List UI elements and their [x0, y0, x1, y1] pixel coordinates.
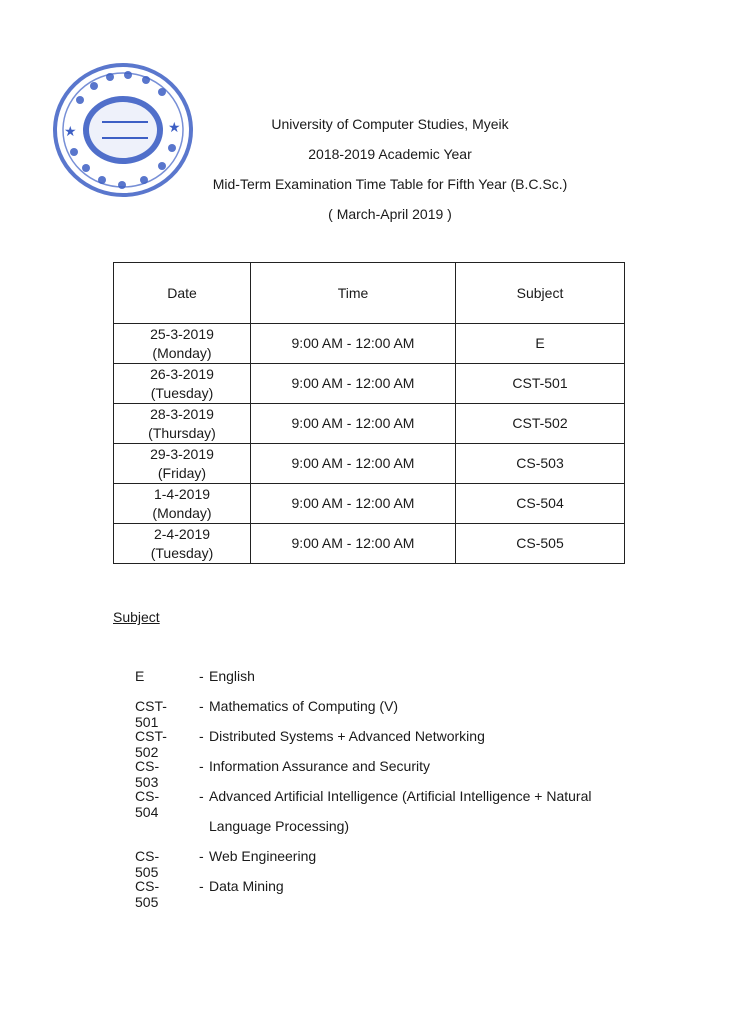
weekday-value: (Thursday): [148, 424, 216, 441]
subject-description: Distributed Systems + Advanced Networking: [209, 728, 485, 744]
seal-stamp-icon: [50, 60, 196, 200]
time-cell: 9:00 AM - 12:00 AM: [251, 484, 456, 524]
subject-cell: CS-504: [456, 484, 625, 524]
date-value: 25-3-2019: [150, 325, 214, 342]
academic-year: 2018-2019 Academic Year: [308, 146, 472, 162]
date-cell: [114, 404, 251, 444]
subject-description: English: [209, 668, 255, 684]
table-row: [114, 524, 625, 564]
svg-text:★: ★: [168, 120, 181, 136]
date-cell: [114, 364, 251, 404]
subject-description: Mathematics of Computing (V): [209, 698, 399, 714]
weekday-value: (Monday): [152, 344, 212, 361]
subject-cell: E: [456, 324, 625, 364]
subject-code: CS-504: [135, 788, 160, 820]
subject-description: Advanced Artificial Intelligence (Artificial Intelligence + Natural Language Processing): [209, 788, 592, 834]
date-value: 28-3-2019: [150, 405, 214, 422]
date-cell: [114, 444, 251, 484]
subject-description: Web Engineering: [209, 848, 317, 864]
table-header-row: [114, 263, 625, 324]
date-value: 26-3-2019: [150, 365, 214, 382]
document-title: Mid-Term Examination Time Table for Fifth Year (B.C.Sc.): [212, 176, 568, 192]
separator-dash: -: [199, 698, 204, 714]
date-cell: [114, 484, 251, 524]
table-row: [114, 404, 625, 444]
exam-period: ( March-April 2019 ): [328, 206, 452, 222]
table-row: [114, 484, 625, 524]
separator-dash: -: [199, 758, 204, 774]
time-cell: 9:00 AM - 12:00 AM: [251, 404, 456, 444]
time-cell: 9:00 AM - 12:00 AM: [251, 524, 456, 564]
separator-dash: -: [199, 668, 204, 684]
subject-code: E: [135, 668, 145, 684]
date-value: 29-3-2019: [150, 445, 214, 462]
column-header-time: Time: [251, 263, 456, 324]
time-cell: 9:00 AM - 12:00 AM: [251, 364, 456, 404]
time-cell: 9:00 AM - 12:00 AM: [251, 444, 456, 484]
subject-cell: CS-503: [456, 444, 625, 484]
table-row: [114, 444, 625, 484]
separator-dash: -: [199, 848, 204, 864]
weekday-value: (Monday): [152, 504, 212, 521]
subject-code: CS-505: [135, 848, 160, 880]
institution-name: University of Computer Studies, Myeik: [271, 116, 509, 132]
subject-description: Information Assurance and Security: [209, 758, 431, 774]
subject-code: CST-502: [135, 728, 167, 760]
subject-description: Data Mining: [209, 878, 284, 894]
separator-dash: -: [199, 728, 204, 744]
subject-cell: CST-501: [456, 364, 625, 404]
time-cell: 9:00 AM - 12:00 AM: [251, 324, 456, 364]
subject-cell: CS-505: [456, 524, 625, 564]
separator-dash: -: [199, 878, 204, 894]
subject-code: CS-505: [135, 878, 160, 910]
weekday-value: (Tuesday): [150, 544, 214, 561]
exam-timetable: [113, 262, 625, 564]
table-row: [114, 324, 625, 364]
column-header-subject: Subject: [456, 263, 625, 324]
official-seal: [50, 60, 196, 200]
subject-code: CS-503: [135, 758, 160, 790]
svg-text:★: ★: [64, 124, 77, 140]
subject-legend-heading: Subject: [113, 609, 160, 625]
separator-dash: -: [199, 788, 204, 804]
weekday-value: (Tuesday): [150, 384, 214, 401]
date-value: 1-4-2019: [153, 485, 211, 502]
column-header-date: Date: [114, 263, 251, 324]
subject-cell: CST-502: [456, 404, 625, 444]
weekday-value: (Friday): [157, 464, 207, 481]
date-cell: [114, 524, 251, 564]
subject-code: CST-501: [135, 698, 167, 730]
table-row: [114, 364, 625, 404]
date-value: 2-4-2019: [153, 525, 211, 542]
date-cell: [114, 324, 251, 364]
